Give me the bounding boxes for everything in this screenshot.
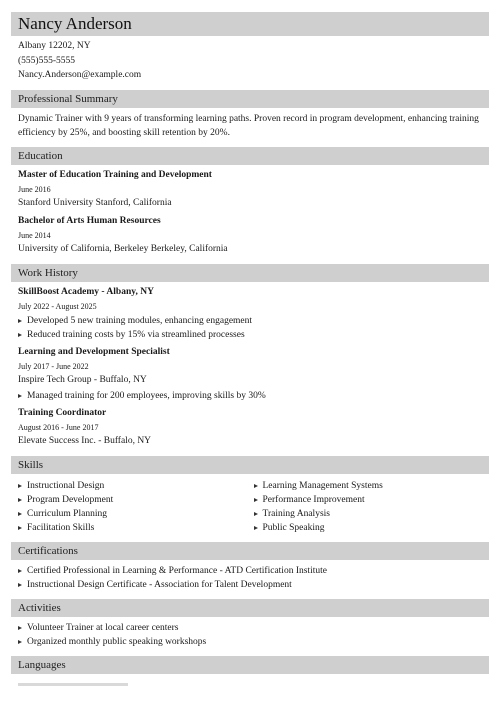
education-entry xyxy=(18,215,489,257)
list-item: Managed training for 200 employees, improving skills by 30% xyxy=(18,389,489,403)
company-name: Elevate Success Inc. - Buffalo, NY xyxy=(18,435,152,446)
job-dates: August 2016 - June 2017 xyxy=(18,422,99,432)
resume-page xyxy=(11,12,489,674)
list-item: Performance Improvement xyxy=(254,493,490,507)
summary-text: Dynamic Trainer with 9 years of transforming learning paths. Proven record in program development, enhancing training efficiency by 25%, and boosting skill retention by 20%. xyxy=(18,113,479,138)
skills-list xyxy=(11,478,489,535)
company-name: Inspire Tech Group - Buffalo, NY xyxy=(18,374,147,385)
bullet-icon xyxy=(18,526,22,530)
bullet-icon xyxy=(18,333,22,337)
section-heading-education: Education xyxy=(11,147,489,165)
work-history-list xyxy=(11,286,489,449)
skills-column-right xyxy=(254,479,490,535)
job-entry xyxy=(18,346,489,403)
bullet-icon xyxy=(18,498,22,502)
bullet-icon xyxy=(18,626,22,630)
section-heading-skills: Skills xyxy=(11,456,489,474)
section-heading-activities: Activities xyxy=(11,599,489,617)
job-entry xyxy=(18,286,489,342)
job-dates: July 2022 - August 2025 xyxy=(18,301,97,311)
list-item: Instructional Design xyxy=(18,479,254,493)
section-heading-certifications: Certifications xyxy=(11,542,489,560)
job-title: Training Coordinator xyxy=(18,407,107,418)
skills-column-left xyxy=(18,479,254,535)
section-heading-summary: Professional Summary xyxy=(11,90,489,108)
job-dates: July 2017 - June 2022 xyxy=(18,361,89,371)
activities-list xyxy=(11,621,489,649)
bullet-icon xyxy=(18,484,22,488)
list-item: Learning Management Systems xyxy=(254,479,490,493)
list-item: Organized monthly public speaking workshops xyxy=(18,635,489,649)
bullet-icon xyxy=(18,319,22,323)
bullet-icon xyxy=(254,526,258,530)
contact-block xyxy=(11,39,489,83)
list-item: Curriculum Planning xyxy=(18,507,254,521)
certifications-list xyxy=(11,564,489,592)
list-item: Facilitation Skills xyxy=(18,521,254,535)
job-bullets xyxy=(18,314,489,342)
phone: (555)555-5555 xyxy=(18,55,75,66)
school-name: University of California, Berkeley Berkeley, California xyxy=(18,243,228,254)
bullet-icon xyxy=(18,512,22,516)
bullet-icon xyxy=(18,640,22,644)
school-name: Stanford University Stanford, California xyxy=(18,197,172,208)
degree-title: Master of Education Training and Development xyxy=(18,169,212,180)
list-item: Program Development xyxy=(18,493,254,507)
bullet-icon xyxy=(18,583,22,587)
email: Nancy.Anderson@example.com xyxy=(18,70,142,80)
truncated-text-fragment xyxy=(18,683,128,686)
list-item: Certified Professional in Learning & Performance - ATD Certification Institute xyxy=(18,564,489,578)
job-bullets xyxy=(18,389,489,403)
bullet-icon xyxy=(254,498,258,502)
job-title: Learning and Development Specialist xyxy=(18,346,170,357)
list-item: Public Speaking xyxy=(254,521,490,535)
list-item: Developed 5 new training modules, enhancing engagement xyxy=(18,314,489,328)
list-item: Volunteer Trainer at local career centers xyxy=(18,621,489,635)
list-item: Instructional Design Certificate - Association for Talent Development xyxy=(18,578,489,592)
education-entry xyxy=(18,169,489,211)
education-list xyxy=(11,169,489,257)
degree-date: June 2016 xyxy=(18,184,51,194)
list-item: Training Analysis xyxy=(254,507,490,521)
section-heading-languages: Languages xyxy=(11,656,489,674)
bullet-icon xyxy=(18,394,22,398)
list-item: Reduced training costs by 15% via streamlined processes xyxy=(18,328,489,342)
candidate-name: Nancy Anderson xyxy=(11,12,489,36)
degree-title: Bachelor of Arts Human Resources xyxy=(18,215,161,226)
job-entry xyxy=(18,407,489,449)
job-title: SkillBoost Academy - Albany, NY xyxy=(18,286,154,297)
address: Albany 12202, NY xyxy=(18,41,91,51)
degree-date: June 2014 xyxy=(18,230,51,240)
bullet-icon xyxy=(18,569,22,573)
bullet-icon xyxy=(254,484,258,488)
bullet-icon xyxy=(254,512,258,516)
section-heading-work-history: Work History xyxy=(11,264,489,282)
